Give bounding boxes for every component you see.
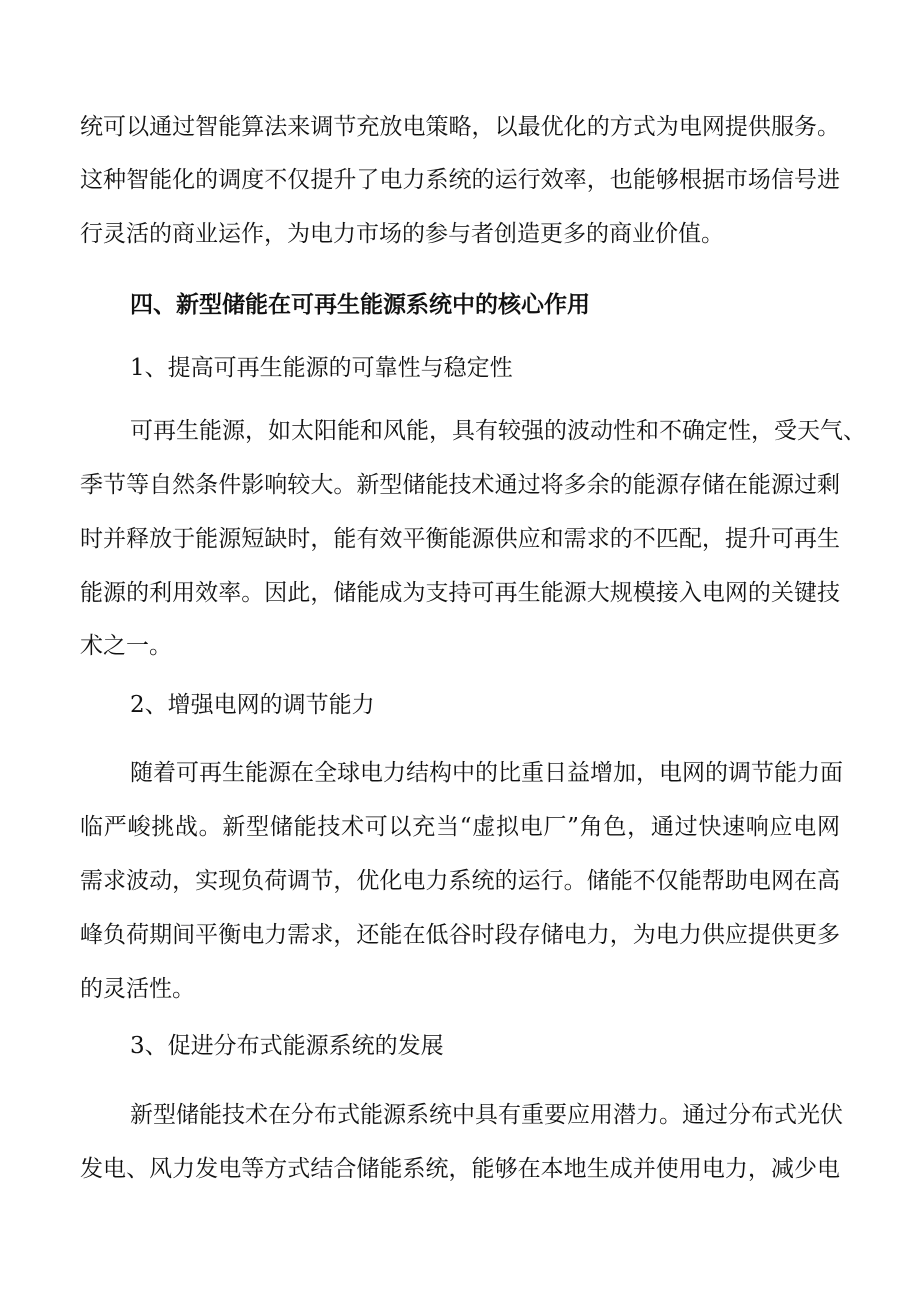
paragraph-line: 行灵活的商业运作，为电力市场的参与者创造更多的商业价值。 <box>80 221 724 247</box>
paragraph-line: 新型储能技术在分布式能源系统中具有重要应用潜力。通过分布式光伏 <box>130 1102 843 1128</box>
section-heading: 四、新型储能在可再生能源系统中的核心作用 <box>130 292 590 318</box>
paragraph-line: 随着可再生能源在全球电力结构中的比重日益增加，电网的调节能力面 <box>130 760 843 786</box>
paragraph-line: 季节等自然条件影响较大。新型储能技术通过将多余的能源存储在能源过剩 <box>80 472 840 498</box>
subsection-heading-3: 3、促进分布式能源系统的发展 <box>130 1033 444 1059</box>
paragraph-line: 可再生能源，如太阳能和风能，具有较强的波动性和不确定性，受天气、 <box>130 418 866 444</box>
paragraph-line: 这种智能化的调度不仅提升了电力系统的运行效率，也能够根据市场信号进 <box>80 167 840 193</box>
paragraph-line: 时并释放于能源短缺时，能有效平衡能源供应和需求的不匹配，提升可再生 <box>80 526 840 552</box>
paragraph-line: 统可以通过智能算法来调节充放电策略，以最优化的方式为电网提供服务。 <box>80 114 840 140</box>
paragraph-line: 能源的利用效率。因此，储能成为支持可再生能源大规模接入电网的关键技 <box>80 580 840 606</box>
paragraph-line: 需求波动，实现负荷调节，优化电力系统的运行。储能不仅能帮助电网在高 <box>80 868 840 894</box>
paragraph-line: 发电、风力发电等方式结合储能系统，能够在本地生成并使用电力，减少电 <box>80 1156 840 1182</box>
subsection-heading-1: 1、提高可再生能源的可靠性与稳定性 <box>130 355 513 381</box>
paragraph-line: 术之一。 <box>80 633 172 659</box>
paragraph-line: 临严峻挑战。新型储能技术可以充当“虚拟电厂”角色，通过快速响应电网 <box>80 814 840 840</box>
paragraph-line: 的灵活性。 <box>80 976 195 1002</box>
paragraph-line: 峰负荷期间平衡电力需求，还能在低谷时段存储电力，为电力供应提供更多 <box>80 922 840 948</box>
subsection-heading-2: 2、增强电网的调节能力 <box>130 692 375 718</box>
